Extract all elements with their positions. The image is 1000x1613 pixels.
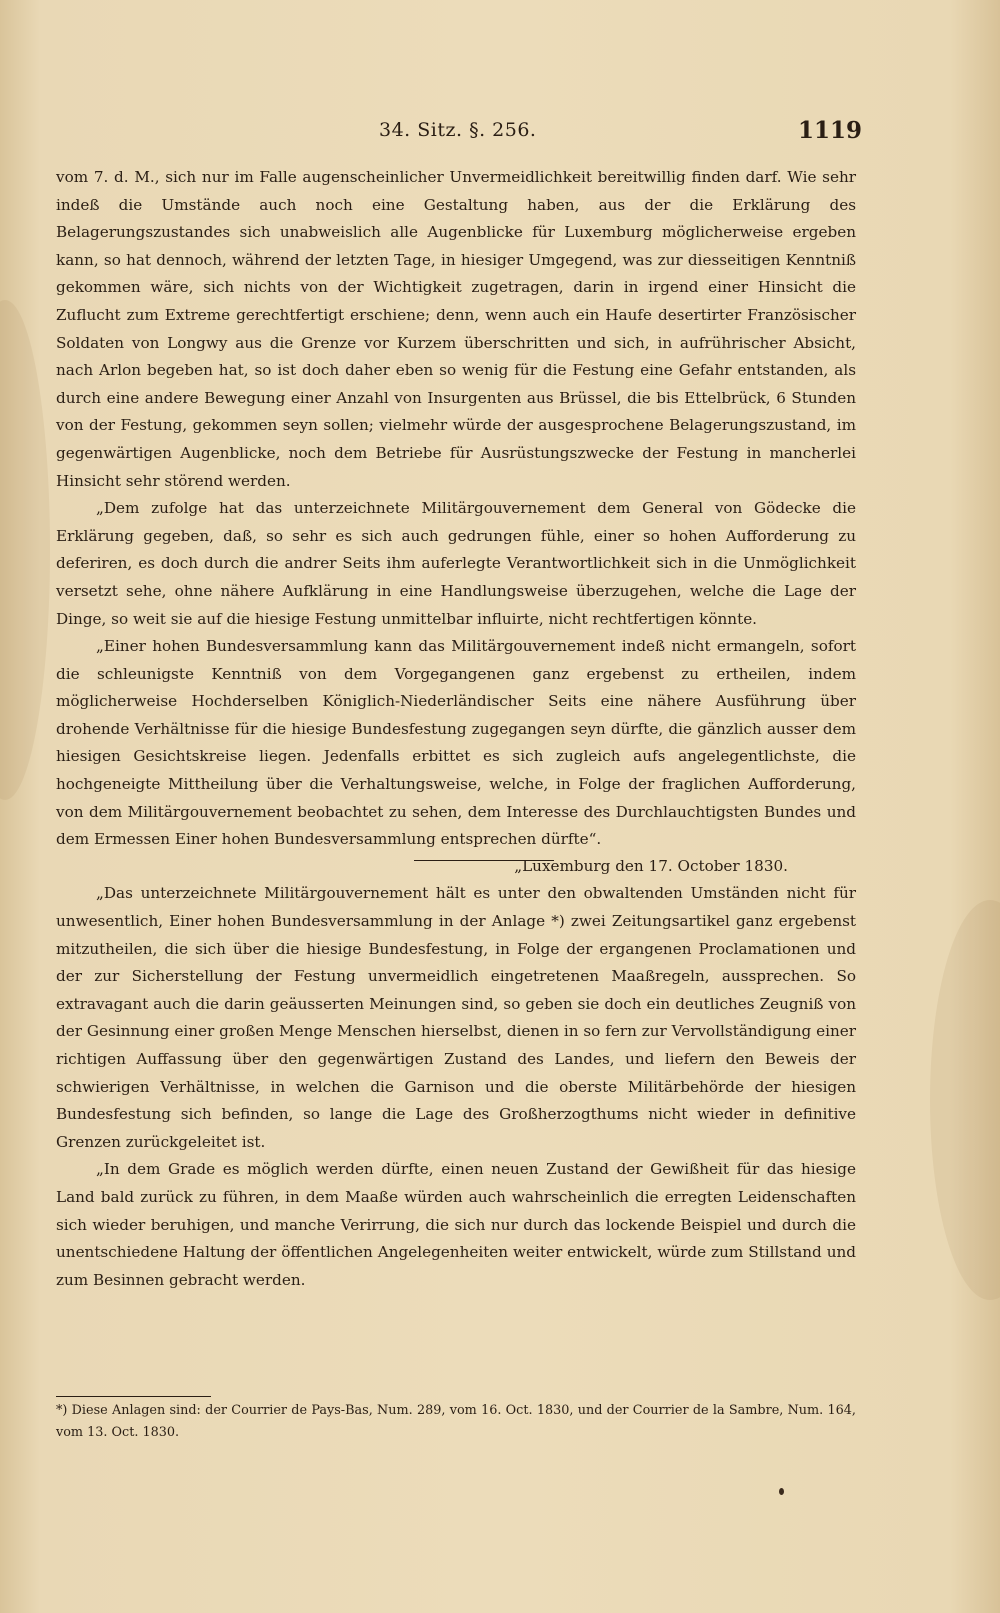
page-number: 1119 bbox=[797, 117, 862, 144]
body-text bbox=[56, 164, 856, 1294]
page-header bbox=[56, 117, 862, 149]
paragraph: „In dem Grade es möglich werden dürfte, einen neuen Zustand der Gewißheit für das hiesige Land bald zurück zu führen, in dem Maaße würden auch wahrscheinlich die erregten Leidenschaften sich wieder beruhigen, und manche Verirrung, die sich nur durch das lockende Beispiel und durch die unentschiedene Haltung der öffentlichen Angelegenheiten weiter entwickelt, würde zum Stillstand und zum Besinnen gebracht werden. bbox=[56, 1160, 856, 1289]
paper-stain bbox=[0, 300, 50, 800]
footnote-rule bbox=[56, 1396, 211, 1397]
paragraph: „Das unterzeichnete Militärgouvernement hält es unter den obwaltenden Umständen nicht für unwesentlich, Einer hohen Bundesversammlung in der Anlage *) zwei Zeitungsartikel ganz ergebenst mitzutheilen, die sich über die hiesige Bundesfestung, in Folge der ergangenen Proclamationen und der zur Sicherstellung der Festung unvermeidlich eingetretenen Maaßregeln, aussprechen. So extravagant auch die darin geäusserten Meinungen sind, so geben sie doch ein deutliches Zeugniß von der Gesinnung einer großen Menge Menschen hierselbst, dienen in so fern zur Vervollständigung einer richtigen Auffassung über den gegenwärtigen Zustand des Landes, und liefern den Beweis der schwierigen Verhältnisse, in welchen die Garnison und die oberste Militärbehörde der hiesigen Bundesfestung sich befinden, so lange die Lage des Großherzogthums nicht wieder in definitive Grenzen zurückgeleitet ist. bbox=[56, 884, 856, 1151]
footnote: *) Diese Anlagen sind: der Courrier de Pays-Bas, Num. 289, vom 16. Oct. 1830, und der Courrier de la Sambre, Num. 164, vom 13. Oct. 1830. bbox=[56, 1403, 856, 1440]
running-head: 34. Sitz. §. 256. bbox=[379, 119, 537, 141]
paper-stain bbox=[930, 900, 1000, 1300]
paragraph: vom 7. d. M., sich nur im Falle augenscheinlicher Unvermeidlichkeit bereitwillig finden darf. Wie sehr indeß die Umstände auch noch eine Gestaltung haben, aus der die Erklärung des Belagerungszustandes sich unabweislich alle Augenblicke für Luxemburg möglicherweise ergeben kann, so hat dennoch, während der letzten Tage, in hiesiger Umgegend, was zur diesseitigen Kenntniß gekommen wäre, sich nichts von der Wichtigkeit zugetragen, darin in irgend einer Hinsicht die Zuflucht zum Extreme gerechtfertigt erschiene; denn, wenn auch ein Haufe desertirter Französischer Soldaten von Longwy aus die Grenze vor Kurzem überschritten und sich, in aufrührischer Absicht, nach Arlon begeben hat, so ist doch daher eben so wenig für die Festung eine Gefahr entstanden, als durch eine andere Bewegung einer Anzahl von Insurgenten aus Brüssel, die bis Ettelbrück, 6 Stunden von der Festung, gekommen seyn sollen; vielmehr würde der ausgesprochene Belagerungszustand, im gegenwärtigen Augenblicke, noch dem Betriebe für Ausrüstungszwecke der Festung in mancherlei Hinsicht sehr störend werden. bbox=[56, 168, 856, 490]
paragraph: „Dem zufolge hat das unterzeichnete Militärgouvernement dem General von Gödecke die Erklärung gegeben, daß, so sehr es sich auch gedrungen fühle, einer so hohen Aufforderung zu deferiren, es doch durch die andrer Seits ihm auferlegte Verantwortlichkeit sich in die Unmöglichkeit versetzt sehe, ohne nähere Aufklärung in eine Handlungsweise überzugehen, welche die Lage der Dinge, so weit sie auf die hiesige Festung unmittelbar influirte, nicht rechtfertigen könnte. bbox=[56, 499, 856, 628]
paragraph: „Einer hohen Bundesversammlung kann das Militärgouvernement indeß nicht ermangeln, sofort die schleunigste Kenntniß von dem Vorgegangenen ganz ergebenst zu ertheilen, indem möglicherweise Hochderselben Königlich-Niederländischer Seits eine nähere Ausführung über drohende Verhältnisse für die hiesige Bundesfestung zugegangen seyn dürfte, die gänzlich ausser dem hiesigen Gesichtskreise liegen. Jedenfalls erbittet es sich zugleich aufs angelegentlichste, die hochgeneigte Mittheilung über die Verhaltungsweise, welche, in Folge der fraglichen Aufforderung, von dem Militärgouvernement beobachtet zu sehen, dem Interesse des Durchlauchtigsten Bundes und dem Ermessen Einer hohen Bundesversammlung entsprechen dürfte“. bbox=[56, 637, 856, 849]
dateline: „Luxemburg den 17. October 1830. bbox=[514, 856, 788, 875]
ink-speck bbox=[779, 1488, 784, 1495]
